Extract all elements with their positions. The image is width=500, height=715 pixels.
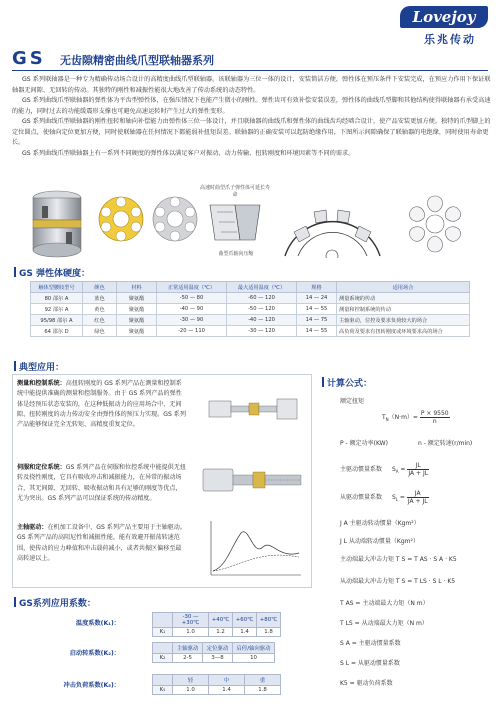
formula-denominator: n bbox=[432, 418, 437, 425]
application-text: 高扭转刚度的 GS 系列产品在测量和控制系统中能提供准确的测量和控制服务。由于 GS 系列产品的弹性体是经预压状态安装的，在这种低振动力的应用场合中，无间隙、扭转刚度的动力传动安全由弹性体的预压力实现。GS 系列产品能够保证完全无转矩、高精度重复定位。 bbox=[17, 380, 186, 429]
table-header: 轻 bbox=[173, 675, 209, 686]
table-cell: 1.4 bbox=[209, 686, 245, 695]
table-cell bbox=[153, 675, 173, 686]
formula-subscript: N bbox=[385, 417, 389, 423]
sl-definition: S L = 从驱动惯量系数 bbox=[340, 660, 400, 667]
formula-denominator: JA + JL bbox=[407, 498, 428, 505]
table-row bbox=[31, 315, 470, 326]
table-cell: -50 — 80 bbox=[157, 293, 227, 304]
table-cell: 聚氨酯 bbox=[117, 293, 157, 304]
formula-subscript: L bbox=[395, 497, 398, 503]
table-row bbox=[153, 654, 275, 663]
factors-heading: GS系列应用系数： bbox=[14, 596, 96, 609]
page-title: 无齿隙精密曲线爪型联轴器系列 bbox=[60, 54, 214, 67]
table-cell: 绿色 bbox=[83, 326, 117, 337]
application-text: GS 系列产品在伺服和位控系统中能提供无扭转及挠性刚度，它具有吸收冲击和减振能力，在异常的振动场合，其无间隙、无回转、吸收振动和具有足够的刚度等优点，尤为突出。GS 系列产品可以保证系统的传动精度。 bbox=[17, 464, 186, 502]
servo-system-image bbox=[199, 455, 307, 505]
coupling-assembly-image bbox=[22, 188, 92, 260]
application-spindle bbox=[17, 523, 187, 564]
table-header: 最大适用温度（℃） bbox=[227, 282, 297, 293]
speed-definition: n - 额定转速(r/min) bbox=[418, 440, 473, 447]
power-definition: P - 额定功率(KW) bbox=[340, 440, 388, 447]
k5-definition: K5 = 驱动负荷系数 bbox=[340, 680, 393, 687]
formula-term: T bbox=[382, 414, 386, 421]
formula-label: 主驱动惯量系数 bbox=[340, 466, 383, 473]
table-cell: 聚氨酯 bbox=[117, 326, 157, 337]
table-cell: 14 — 75 bbox=[297, 315, 337, 326]
formula-numerator: JA bbox=[407, 490, 429, 498]
figure-caption-bottom: 曲型爪轴向压缩 bbox=[218, 251, 254, 257]
table-cell: 92 邵尔 A bbox=[31, 304, 83, 315]
formula-numerator: JL bbox=[407, 462, 429, 470]
table-cell: 蓝色 bbox=[83, 293, 117, 304]
table-cell: -30 — 120 bbox=[227, 326, 297, 337]
table-cell: K₂ bbox=[153, 654, 173, 663]
formula-unit: （N·m）= bbox=[388, 414, 418, 421]
table-header: +40℃ bbox=[209, 613, 233, 628]
table-cell: 聚氨酯 bbox=[117, 304, 157, 315]
table-cell: 14 — 55 bbox=[297, 326, 337, 337]
table-cell: -60 — 120 bbox=[227, 293, 297, 304]
formula-denominator: JA + JL bbox=[408, 470, 429, 477]
table-header-row bbox=[31, 282, 470, 293]
application-servo bbox=[17, 463, 187, 504]
table-cell: -30 — 90 bbox=[157, 315, 227, 326]
formula-heading: 计算公式： bbox=[322, 376, 372, 389]
table-cell: 测量系统的传动 bbox=[337, 293, 470, 304]
spider-gray-image bbox=[150, 194, 200, 244]
temperature-factor-label: 温度系数(K₁)： bbox=[75, 620, 120, 627]
tas-definition: T AS = 主动端最大力矩（N m） bbox=[340, 600, 429, 607]
table-cell: 1.2 bbox=[209, 628, 233, 637]
hardness-heading: GS 弹性体硬度： bbox=[14, 266, 90, 279]
table-header: 材料 bbox=[117, 282, 157, 293]
sl-formula: 从驱动惯量系数 $S_L$ = $\frac{JA}{JA + JL}$ bbox=[340, 490, 428, 505]
table-row bbox=[31, 326, 470, 337]
table-cell: K₁ bbox=[153, 628, 173, 637]
formula-subscript: A bbox=[395, 469, 399, 475]
formula-numerator: P × 9550 bbox=[420, 410, 449, 417]
starting-factor-table bbox=[152, 642, 275, 663]
table-cell: -40 — 120 bbox=[227, 315, 297, 326]
formula-term: S bbox=[391, 494, 396, 501]
table-cell: 1.8 bbox=[245, 686, 281, 695]
table-row bbox=[31, 293, 470, 304]
table-cell: 聚氨酯 bbox=[117, 315, 157, 326]
table-cell: 1.4 bbox=[233, 628, 257, 637]
table-cell: 2-5 bbox=[173, 654, 203, 663]
figure-caption-top: 高速时曲型爪子弹性体可延长寿命 bbox=[200, 185, 271, 198]
formula-fraction bbox=[420, 410, 450, 425]
table-header: 定位驱动 bbox=[203, 643, 233, 654]
table-header-row bbox=[153, 643, 275, 654]
table-cell: 14 — 55 bbox=[297, 304, 337, 315]
table-cell: K₅ bbox=[153, 686, 173, 695]
sa-definition: S A = 主驱动惯量系数 bbox=[340, 640, 401, 647]
compression-diagram bbox=[205, 200, 265, 244]
table-header: -30 — +30℃ bbox=[173, 613, 209, 628]
temperature-factor-table bbox=[152, 612, 281, 637]
measurement-system-image bbox=[203, 385, 303, 441]
table-header: 适用场合 bbox=[337, 282, 470, 293]
table-header: 中 bbox=[209, 675, 245, 686]
table-header: 正常适用温度（℃） bbox=[157, 282, 227, 293]
curved-jaw-diagram bbox=[280, 186, 385, 258]
applications-box bbox=[12, 374, 312, 588]
table-header: 规格 bbox=[297, 282, 337, 293]
table-header-row bbox=[153, 675, 281, 686]
table-cell: 64 邵尔 D bbox=[31, 326, 83, 337]
sa-formula: 主驱动惯量系数 $S_A$ = $\frac{JL}{JA + JL}$ bbox=[340, 462, 429, 477]
table-cell: 黄色 bbox=[83, 304, 117, 315]
spider-flower-image bbox=[390, 192, 480, 256]
table-header: 颜色 bbox=[83, 282, 117, 293]
application-measurement bbox=[17, 379, 187, 430]
table-cell: -20 — 110 bbox=[157, 326, 227, 337]
rated-torque-label: 额定扭矩 bbox=[340, 398, 365, 405]
table-row bbox=[153, 628, 281, 637]
page-title-prefix: GS bbox=[12, 48, 46, 69]
rated-torque-formula bbox=[382, 410, 450, 425]
table-cell: 1.0 bbox=[173, 628, 209, 637]
shock-factor-table bbox=[152, 674, 281, 695]
table-header: +60℃ bbox=[233, 613, 257, 628]
ja-definition: J A 主驱动转动惯量（Kgm²） bbox=[340, 520, 420, 527]
table-header: +80℃ bbox=[257, 613, 281, 628]
brand-logo: Lovejoy bbox=[400, 6, 488, 28]
table-cell bbox=[153, 613, 173, 628]
table-header: 启停/轴向驱动 bbox=[233, 643, 275, 654]
table-cell: 10 bbox=[233, 654, 275, 663]
application-title: 伺服和定位系统： bbox=[17, 464, 66, 471]
brand-cn: 乐兆传动 bbox=[424, 33, 476, 46]
formula-label: 从驱动惯量系数 bbox=[340, 494, 383, 501]
table-header-row bbox=[153, 613, 281, 628]
intro-paragraph: GS 系列曲线爪型联轴器的刚性扭转和轴向补偿能力由弹性体三位一体设计，并且联轴器的曲线爪和弹性体的曲线齿均经啮合设计，使产品安装更加方便。独特的爪型脚上的定位圆点，使轴向定位更加方便，同时使联轴器在任何情况下都能弱补扭矩误差。联轴器的正确安装可以起防绝缘作用，下图所示间隙确保了联轴器的电绝缘，同时使用寿命更长。 bbox=[12, 118, 491, 146]
starting-factor-label: 启动转系数(K₂)： bbox=[69, 650, 120, 657]
formula-term: S bbox=[391, 466, 396, 473]
table-header: 重 bbox=[245, 675, 281, 686]
ts-follow-formula: 从动端最大冲击力矩 T S = T LS · S L · K5 bbox=[340, 578, 456, 585]
table-cell: 主轴驱动，位控及要求负荷较大的场合 bbox=[337, 315, 470, 326]
table-cell: -40 — 90 bbox=[157, 304, 227, 315]
applications-heading: 典型应用： bbox=[14, 360, 64, 373]
table-cell: 测量和控制系统的传动 bbox=[337, 304, 470, 315]
ts-main-formula: 主动端最大冲击力矩 T S = T AS · S A · K5 bbox=[340, 556, 457, 563]
table-cell: 红色 bbox=[83, 315, 117, 326]
table-cell: -50 — 120 bbox=[227, 304, 297, 315]
intro-text bbox=[12, 75, 492, 159]
table-row bbox=[31, 304, 470, 315]
application-title: 测量和控制系统： bbox=[17, 380, 66, 387]
table-cell: 14 — 24 bbox=[297, 293, 337, 304]
tls-definition: T LS = 从动端最大力矩（N m） bbox=[340, 620, 428, 627]
table-cell: 1.0 bbox=[173, 686, 209, 695]
application-title: 主轴驱动： bbox=[17, 524, 48, 531]
jl-definition: J L 从动端转动惯量（Kgm²） bbox=[340, 538, 419, 545]
formula-fraction bbox=[407, 462, 429, 477]
title-divider bbox=[12, 70, 488, 71]
table-header: 触体型腰肢型号 bbox=[31, 282, 83, 293]
table-cell: 高负荷及要求有扭转刚度或环境要求高的场合 bbox=[337, 326, 470, 337]
hardness-table bbox=[30, 281, 470, 337]
table-cell bbox=[153, 643, 173, 654]
table-cell: 3—8 bbox=[203, 654, 233, 663]
intro-paragraph: GS 系列曲线爪型联轴器上有一系列不同硬度的弹性体以满足客户对振动、动力传输、扭转刚度和环境因素等不同的需求。 bbox=[22, 149, 355, 157]
formula-fraction bbox=[407, 490, 429, 505]
table-cell: 1.8 bbox=[257, 628, 281, 637]
shock-factor-label: 冲击负荷系数(K₅)： bbox=[63, 682, 120, 689]
table-cell: 80 邵尔 A bbox=[31, 293, 83, 304]
spindle-chart-image bbox=[201, 517, 307, 583]
table-cell: 95/98 邵尔 A bbox=[31, 315, 83, 326]
table-header: 主轴驱动 bbox=[173, 643, 203, 654]
intro-paragraph: GS 系列联轴器是一种专为精确传动场合设计的高精度曲线爪型联轴器。该联轴器为三位一体的设计，安装简洁方便，弹性体在预压条件下安装完成，在预应力作用下保证联轴器无间隙、无回转的传动。其独特的刚性和减振性能很大地改善了传动系统的动态特性。 bbox=[12, 76, 491, 94]
intro-paragraph: GS 系列曲线爪型联轴器的弹性体为平齿型弹性体，在强压情况下也能产生微小的刚性。弹性齿可有效补偿安装误差，弹性体的曲线爪型脚和其他结构使得联轴器有承受高速的能力，同时过去的功能缓震形支撑也可避免高速运转时产生过大的弹性变形。 bbox=[12, 97, 491, 115]
spider-yellow-image bbox=[96, 194, 146, 244]
application-text: 在机加工设备中，GS 系列产品主要用于主轴驱动。GS 系列产品的高阻尼性和减振性能，能有效避开振荡转速范围，使传动的应力峰值和冲击载荷减小，或者共振区偏移至最高转速以上。 bbox=[17, 524, 186, 562]
table-row bbox=[153, 686, 281, 695]
